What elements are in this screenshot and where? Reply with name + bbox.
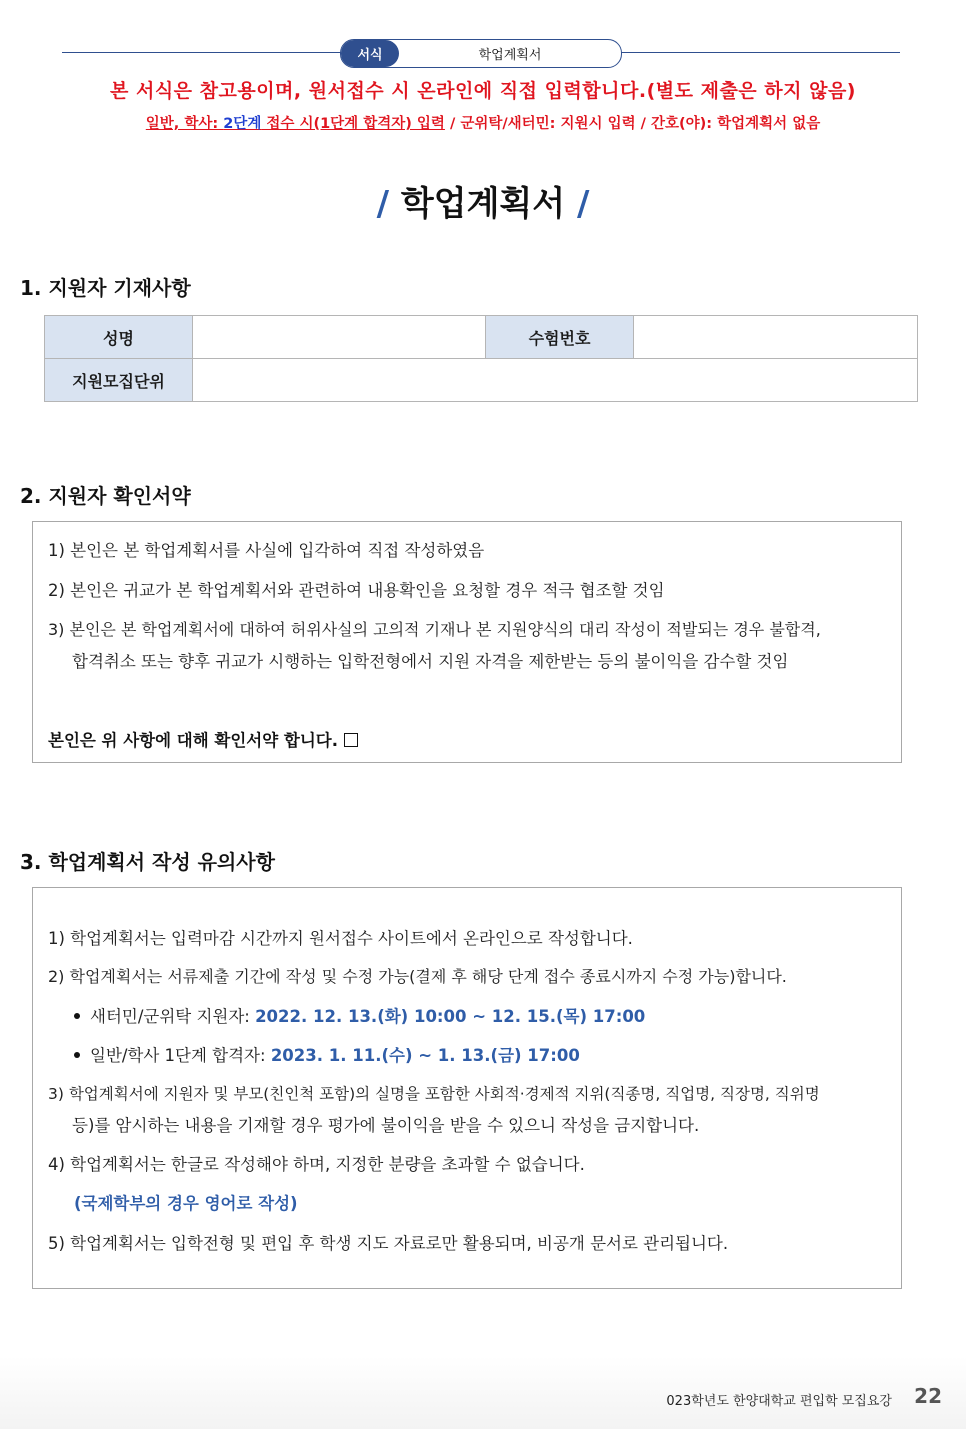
section1-heading: 1. 지원자 기재사항 [20,276,191,300]
exam-number-field[interactable] [634,316,918,359]
note-item-1: 1) 학업계획서는 입력마감 시간까지 원서접수 사이트에서 온라인으로 작성합니다. [48,929,633,948]
note-item-3a: 3) 학업계획서에 지원자 및 부모(친인척 포함)의 실명을 포함한 사회적·경제적 지위(직종명, 직업명, 직장명, 직위명 [48,1085,820,1103]
page-title [0,176,966,225]
title-text: 학업계획서 [400,184,566,224]
pledge-item-1: 1) 본인은 본 학업계획서를 사실에 입각하여 직접 작성하였음 [48,541,485,560]
pledge-statement-text: 본인은 위 사항에 대해 확인서약 합니다. [48,731,339,750]
bullet-dot [74,1013,80,1019]
label-name: 성명 [45,316,193,359]
label-unit: 지원모집단위 [45,359,193,402]
form-tab-label: 서식 [341,40,399,67]
pledge-item-3b: 합격취소 또는 향후 귀교가 시행하는 입학전형에서 지원 자격을 제한받는 등의 불이익을 감수할 것임 [72,652,789,671]
notice-sub-stage: 2단계 [223,116,262,132]
notice-sub [0,112,966,133]
notice-main: 본 서식은 참고용이며, 원서접수 시 온라인에 직접 입력합니다.(별도 제출은 하지 않음) [110,80,856,102]
pledge-item-2: 2) 본인은 귀교가 본 학업계획서와 관련하여 내용확인을 요청할 경우 적극 협조할 것임 [48,581,665,600]
note-item-3b: 등)를 암시하는 내용을 기재할 경우 평가에 불이익을 받을 수 있으니 작성을 금지합니다. [72,1116,700,1135]
note-bullet-2 [74,1042,580,1066]
note-item-4-note: (국제학부의 경우 영어로 작성) [74,1194,298,1213]
note-bullet-1-label: 새터민/군위탁 지원자: [90,1007,256,1026]
note-item-4: 4) 학업계획서는 한글로 작성해야 하며, 지정한 분량을 초과할 수 없습니다. [48,1155,585,1174]
label-exam-number: 수험번호 [486,316,634,359]
name-field[interactable] [193,316,486,359]
notice-sub-part2: 접수 시(1단계 합격자) 입력 [261,116,445,132]
page-number: 22 [914,1384,942,1408]
bullet-dot [74,1052,80,1058]
note-bullet-2-date: 2023. 1. 11.(수) ~ 1. 13.(금) 17:00 [270,1046,580,1065]
pledge-statement [48,727,358,751]
header-rule-right [620,52,900,53]
pledge-item-3a: 3) 본인은 본 학업계획서에 대하여 허위사실의 고의적 기재나 본 지원양식의 대리 작성이 적발되는 경우 불합격, [48,620,821,639]
applicant-info-table [44,315,918,402]
form-tab [340,39,622,68]
unit-field[interactable] [193,359,918,402]
section2-heading: 2. 지원자 확인서약 [20,484,191,508]
title-slash-left: / [376,184,390,224]
note-bullet-2-label: 일반/학사 1단계 합격자: [90,1046,271,1065]
pledge-checkbox[interactable] [344,733,358,747]
header-rule-left [62,52,342,53]
note-bullet-1-date: 2022. 12. 13.(화) 10:00 ~ 12. 15.(목) 17:00 [255,1007,646,1026]
note-bullet-1 [74,1003,645,1027]
note-item-2: 2) 학업계획서는 서류제출 기간에 작성 및 수정 가능(결제 후 해당 단계 접수 종료시까지 수정 가능)합니다. [48,967,787,986]
form-tab-title: 학업계획서 [478,48,542,63]
footer-text: 023학년도 한양대학교 편입학 모집요강 [666,1394,892,1409]
notice-sub-rest: / 군위탁/새터민: 지원시 입력 / 간호(야): 학업계획서 없음 [444,116,821,132]
section3-heading: 3. 학업계획서 작성 유의사항 [20,850,275,874]
note-item-5: 5) 학업계획서는 입학전형 및 편입 후 학생 지도 자료로만 활용되며, 비공개 문서로 관리됩니다. [48,1234,729,1253]
notice-sub-part1: 일반, 학사: [145,116,224,132]
title-slash-right: / [576,184,590,224]
